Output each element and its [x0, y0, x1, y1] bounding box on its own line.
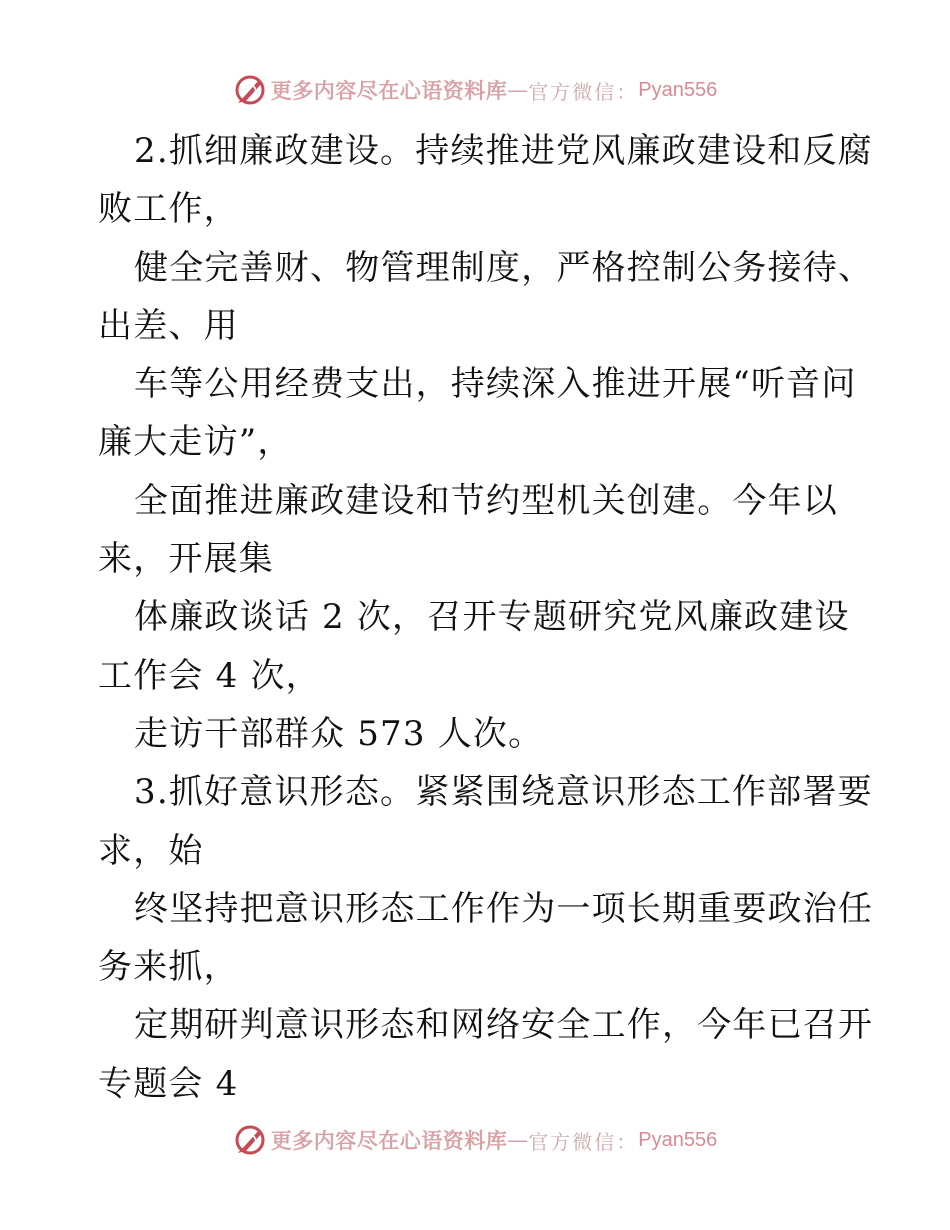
watermark-main-text: 更多内容尽在心语资料库 [270, 1128, 508, 1153]
paragraph-line: 终坚持把意识形态工作作为一项长期重要政治任 [134, 888, 874, 929]
document-body [98, 122, 874, 1113]
paragraph-line: 来，开展集 [98, 539, 274, 580]
paragraph-line: 健全完善财、物管理制度，严格控制公务接待、 [134, 247, 874, 288]
watermark-wechat-label: 官方微信： [528, 79, 639, 104]
watermark-separator: — [507, 1128, 529, 1152]
footer-watermark [0, 1120, 950, 1160]
paragraph-line: 全面推进廉政建设和节约型机关创建。今年以 [134, 480, 838, 521]
watermark-main-text: 更多内容尽在心语资料库 [270, 78, 508, 103]
paragraph-line: 专题会 4 [98, 1063, 239, 1104]
quill-pen-logo-icon [233, 1123, 267, 1157]
paragraph-line: 2.抓细廉政建设。持续推进党风廉政建设和反腐 [134, 131, 873, 171]
watermark-wechat-label: 官方微信： [528, 1129, 639, 1154]
watermark-wechat-id: Pyan556 [638, 78, 718, 101]
paragraph-line: 车等公用经费支出，持续深入推进开展“听音问 [134, 364, 857, 405]
quill-pen-logo-icon [233, 73, 267, 107]
paragraph-line: 工作会 4 次， [98, 655, 321, 696]
paragraph-line: 走访干部群众 573 人次。 [134, 713, 544, 754]
header-watermark [0, 70, 950, 110]
paragraph-line: 体廉政谈话 2 次，召开专题研究党风廉政建设 [134, 597, 850, 638]
paragraph-line: 求，始 [98, 830, 204, 871]
watermark-separator: — [507, 78, 529, 102]
paragraph-line: 务来抓， [98, 947, 239, 988]
paragraph-line: 定期研判意识形态和网络安全工作，今年已召开 [134, 1005, 874, 1046]
paragraph-line: 3.抓好意识形态。紧紧围绕意识形态工作部署要 [134, 772, 873, 813]
watermark-wechat-id: Pyan556 [638, 1128, 718, 1151]
paragraph-line: 败工作， [98, 189, 239, 230]
paragraph-line: 出差、用 [98, 305, 239, 346]
paragraph-line: 廉大走访”， [98, 422, 293, 463]
